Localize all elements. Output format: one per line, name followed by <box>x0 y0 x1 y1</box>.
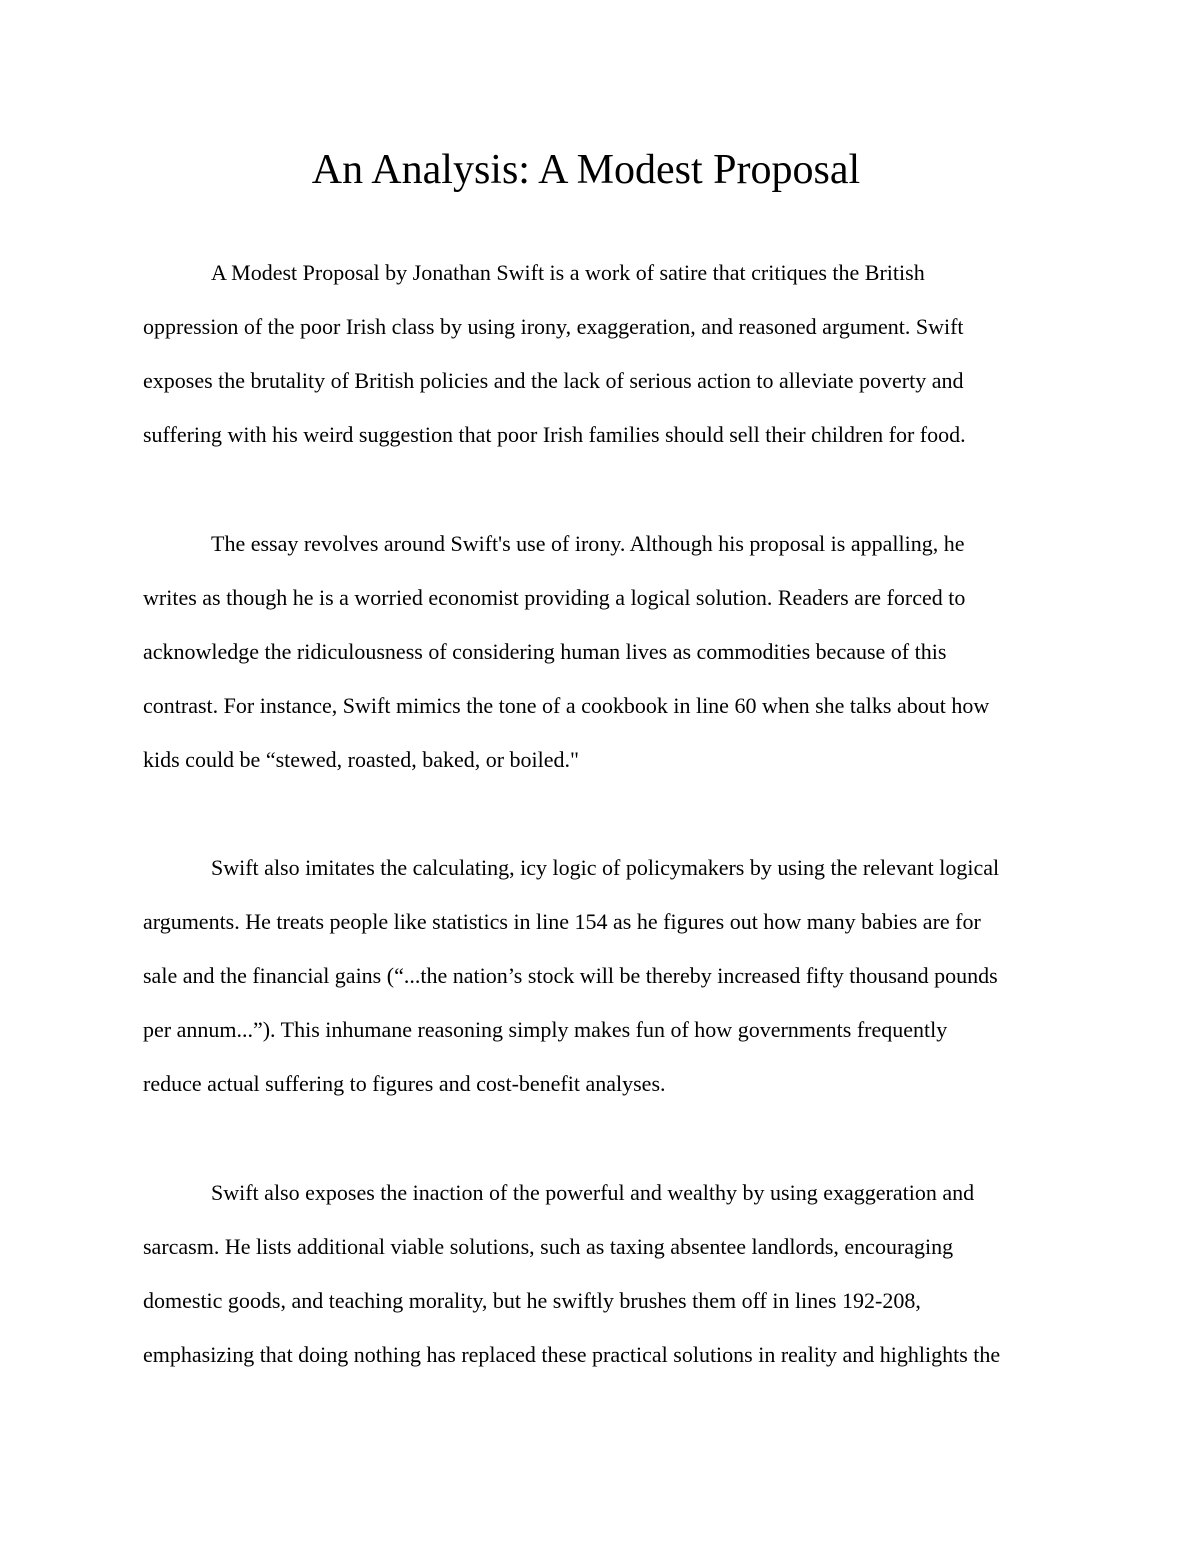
paragraph-3-line-1: Swift also imitates the calculating, icy logic of policymakers by using the relevant logical <box>211 855 1000 880</box>
paragraph-2-line-4: contrast. For instance, Swift mimics the tone of a cookbook in line 60 when she talks about how <box>143 693 990 718</box>
paragraph-1-line-1: A Modest Proposal by Jonathan Swift is a work of satire that critiques the British <box>211 260 925 285</box>
paragraph-4-line-4: emphasizing that doing nothing has replaced these practical solutions in reality and highlights the <box>143 1342 1001 1367</box>
paragraph-4-line-1: Swift also exposes the inaction of the powerful and wealthy by using exaggeration and <box>211 1180 975 1205</box>
paragraph-4-line-2: sarcasm. He lists additional viable solutions, such as taxing absentee landlords, encouraging <box>143 1234 954 1259</box>
paragraph-3-line-2: arguments. He treats people like statistics in line 154 as he figures out how many babies are for <box>143 909 981 934</box>
paragraph-1-line-4: suffering with his weird suggestion that poor Irish families should sell their children for food. <box>143 422 966 447</box>
paragraph-3-line-3: sale and the financial gains (“...the nation’s stock will be thereby increased fifty thousand pounds <box>143 963 998 988</box>
paragraph-1-line-2: oppression of the poor Irish class by using irony, exaggeration, and reasoned argument. Swift <box>143 314 964 339</box>
paragraph-2-line-5: kids could be “stewed, roasted, baked, or boiled." <box>143 747 580 772</box>
paragraph-1-line-3: exposes the brutality of British policies and the lack of serious action to alleviate poverty and <box>143 368 964 393</box>
paragraph-2-line-3: acknowledge the ridiculousness of considering human lives as commodities because of this <box>143 639 947 664</box>
paragraph-3-line-5: reduce actual suffering to figures and cost-benefit analyses. <box>143 1071 666 1096</box>
document-title: An Analysis: A Modest Proposal <box>311 147 861 193</box>
paragraph-2-line-2: writes as though he is a worried economist providing a logical solution. Readers are forced to <box>143 585 966 610</box>
paragraph-4-line-3: domestic goods, and teaching morality, but he swiftly brushes them off in lines 192-208, <box>143 1288 921 1313</box>
paragraph-3-line-4: per annum...”). This inhumane reasoning simply makes fun of how governments frequently <box>143 1017 948 1042</box>
paragraph-2-line-1: The essay revolves around Swift's use of irony. Although his proposal is appalling, he <box>211 531 965 556</box>
